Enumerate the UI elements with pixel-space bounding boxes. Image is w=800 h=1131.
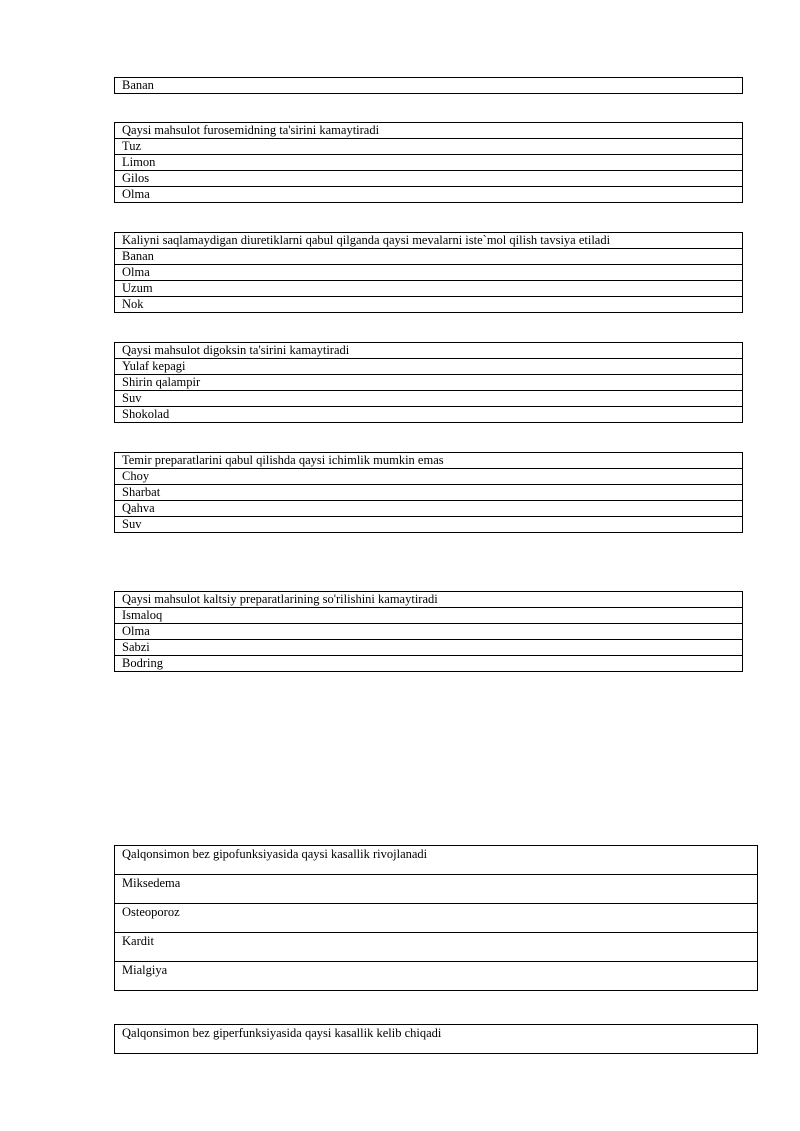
question-block-3 (114, 342, 743, 423)
option-row (115, 485, 743, 501)
question-text: Qalqonsimon bez giperfunksiyasida qaysi kasallik kelib chiqadi (115, 1025, 758, 1054)
question-text: Kaliyni saqlamaydigan diuretiklarni qabul qilganda qaysi mevalarni iste`mol qilish tavsiya etiladi (115, 233, 743, 249)
question-row (115, 233, 743, 249)
option-row (115, 407, 743, 423)
option-row (115, 78, 743, 94)
option-text: Suv (115, 391, 743, 407)
question-text: Qaysi mahsulot digoksin ta'sirini kamaytiradi (115, 343, 743, 359)
option-text: Ismaloq (115, 608, 743, 624)
option-text: Limon (115, 155, 743, 171)
question-row (115, 846, 758, 875)
question-text: Qalqonsimon bez gipofunksiyasida qaysi kasallik rivojlanadi (115, 846, 758, 875)
question-block-5 (114, 591, 743, 672)
option-row (115, 249, 743, 265)
option-row (115, 139, 743, 155)
option-row (115, 171, 743, 187)
option-row (115, 640, 743, 656)
question-text: Temir preparatlarini qabul qilishda qaysi ichimlik mumkin emas (115, 453, 743, 469)
option-text: Gilos (115, 171, 743, 187)
question-block-1 (114, 122, 743, 203)
option-text: Nok (115, 297, 743, 313)
question-text: Qaysi mahsulot kaltsiy preparatlarining so'rilishini kamaytiradi (115, 592, 743, 608)
question-row (115, 343, 743, 359)
question-row (115, 453, 743, 469)
question-row (115, 1025, 758, 1054)
option-text: Kardit (115, 933, 758, 962)
option-row (115, 375, 743, 391)
option-row (115, 501, 743, 517)
question-row (115, 592, 743, 608)
question-text: Qaysi mahsulot furosemidning ta'sirini kamaytiradi (115, 123, 743, 139)
option-row (115, 265, 743, 281)
option-row (115, 624, 743, 640)
option-text: Uzum (115, 281, 743, 297)
option-text: Olma (115, 624, 743, 640)
option-row (115, 281, 743, 297)
option-text: Choy (115, 469, 743, 485)
option-row (115, 933, 758, 962)
option-row (115, 187, 743, 203)
option-row (115, 656, 743, 672)
option-text: Miksedema (115, 875, 758, 904)
option-row (115, 904, 758, 933)
question-block-4 (114, 452, 743, 533)
question-block-7 (114, 1024, 758, 1054)
option-text: Mialgiya (115, 962, 758, 991)
option-text: Shokolad (115, 407, 743, 423)
question-block-2 (114, 232, 743, 313)
option-row (115, 155, 743, 171)
option-text: Tuz (115, 139, 743, 155)
option-row (115, 469, 743, 485)
option-text: Yulaf kepagi (115, 359, 743, 375)
option-text: Shirin qalampir (115, 375, 743, 391)
option-text: Sabzi (115, 640, 743, 656)
option-text: Osteoporoz (115, 904, 758, 933)
option-row (115, 962, 758, 991)
option-text: Olma (115, 187, 743, 203)
question-block-6 (114, 845, 758, 991)
question-row (115, 123, 743, 139)
option-text: Banan (115, 249, 743, 265)
option-text: Bodring (115, 656, 743, 672)
option-row (115, 359, 743, 375)
option-text: Banan (115, 78, 743, 94)
option-text: Qahva (115, 501, 743, 517)
option-text: Olma (115, 265, 743, 281)
option-row (115, 875, 758, 904)
option-row (115, 297, 743, 313)
option-row (115, 391, 743, 407)
question-block-0 (114, 77, 743, 94)
option-text: Sharbat (115, 485, 743, 501)
option-row (115, 608, 743, 624)
option-row (115, 517, 743, 533)
option-text: Suv (115, 517, 743, 533)
